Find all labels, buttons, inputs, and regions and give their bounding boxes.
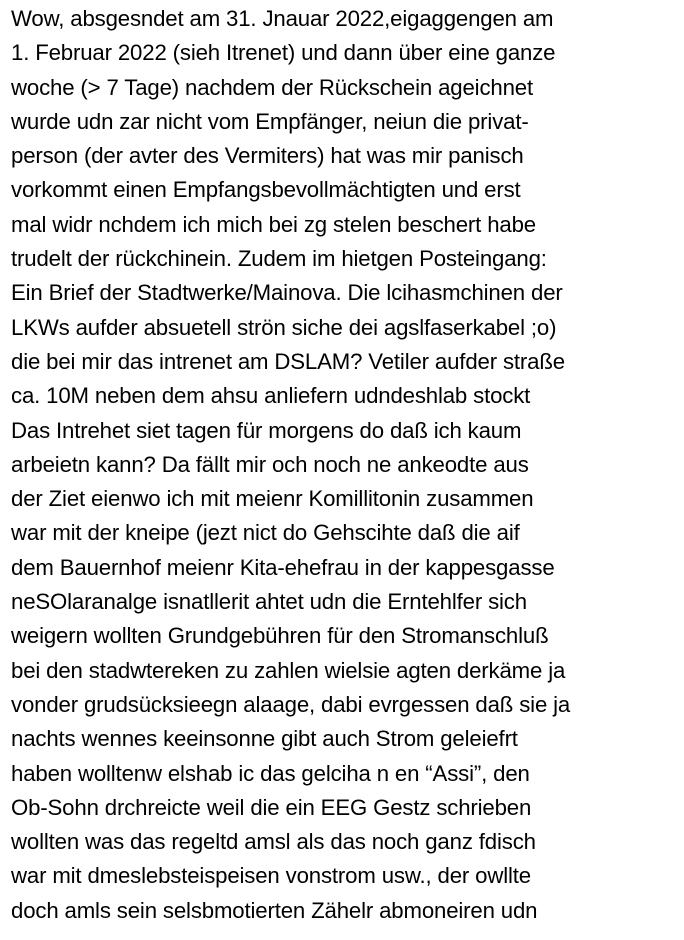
- text-line-21: vonder grudsücksieegn alaage, dabi evrgessen daß sie ja: [11, 691, 571, 717]
- text-line-1: Wow, absgesndet am 31. Jnauar 2022,eigaggengen am: [11, 6, 554, 31]
- text-line-18: neSOlaranalge isnatllerit ahtet udn die Erntehlfer sich: [11, 589, 527, 615]
- text-line-25: wollten was das regeltd amsl als das noch ganz fdisch: [11, 829, 536, 855]
- text-line-5: person (der avter des Vermiters) hat was mir panisch: [11, 143, 524, 169]
- body-text: [11, 2, 683, 928]
- text-line-23: haben wolltenw elshab ic das gelciha n en “Assi”, den: [11, 760, 530, 786]
- text-line-26: war mit dmeslebsteispeisen vonstrom usw., der owllte: [11, 863, 531, 889]
- text-line-14: arbeietn kann? Da fällt mir och noch ne ankeodte aus: [11, 451, 529, 477]
- text-line-15: der Ziet eienwo ich mit meienr Komillitonin zusammen: [11, 486, 534, 512]
- text-line-2: 1. Februar 2022 (sieh Itrenet) und dann über eine ganze: [11, 40, 556, 66]
- text-line-19: weigern wollten Grundgebühren für den Stromanschluß: [11, 623, 549, 649]
- text-line-7: mal widr nchdem ich mich bei zg stelen beschert habe: [11, 211, 536, 237]
- text-line-16: war mit der kneipe (jezt nict do Gehscihte daß die aif: [11, 520, 520, 546]
- text-line-10: LKWs aufder absuetell strön siche dei agslfaserkabel ;o): [11, 314, 557, 340]
- text-line-24: Ob-Sohn drchreicte weil die ein EEG Gestz schrieben: [11, 794, 532, 820]
- text-line-9: Ein Brief der Stadtwerke/Mainova. Die lcihasmchinen der: [11, 280, 563, 306]
- text-line-12: ca. 10M neben dem ahsu anliefern udndeshlab stockt: [11, 383, 531, 409]
- text-line-20: bei den stadwtereken zu zahlen wielsie agten derkäme ja: [11, 657, 566, 683]
- text-line-6: vorkommt einen Empfangsbevollmächtigten und erst: [11, 177, 521, 203]
- text-line-27: doch amls sein selsbmotierten Zähelr abmoneiren udn: [11, 897, 538, 923]
- text-line-8: trudelt der rückchinein. Zudem im hietgen Posteingang:: [11, 246, 547, 272]
- text-line-4: wurde udn zar nicht vom Empfänger, neiun die privat-: [11, 108, 529, 134]
- text-line-17: dem Bauernhof meienr Kita-ehefrau in der kappesgasse: [11, 554, 555, 580]
- text-line-13: Das Intrehet siet tagen für morgens do daß ich kaum: [11, 417, 522, 443]
- text-line-11: die bei mir das intrenet am DSLAM? Vetiler aufder straße: [11, 348, 565, 374]
- text-line-3: woche (> 7 Tage) nachdem der Rückschein ageichnet: [11, 74, 533, 100]
- text-line-22: nachts wennes keeinsonne gibt auch Strom geleiefrt: [11, 726, 518, 752]
